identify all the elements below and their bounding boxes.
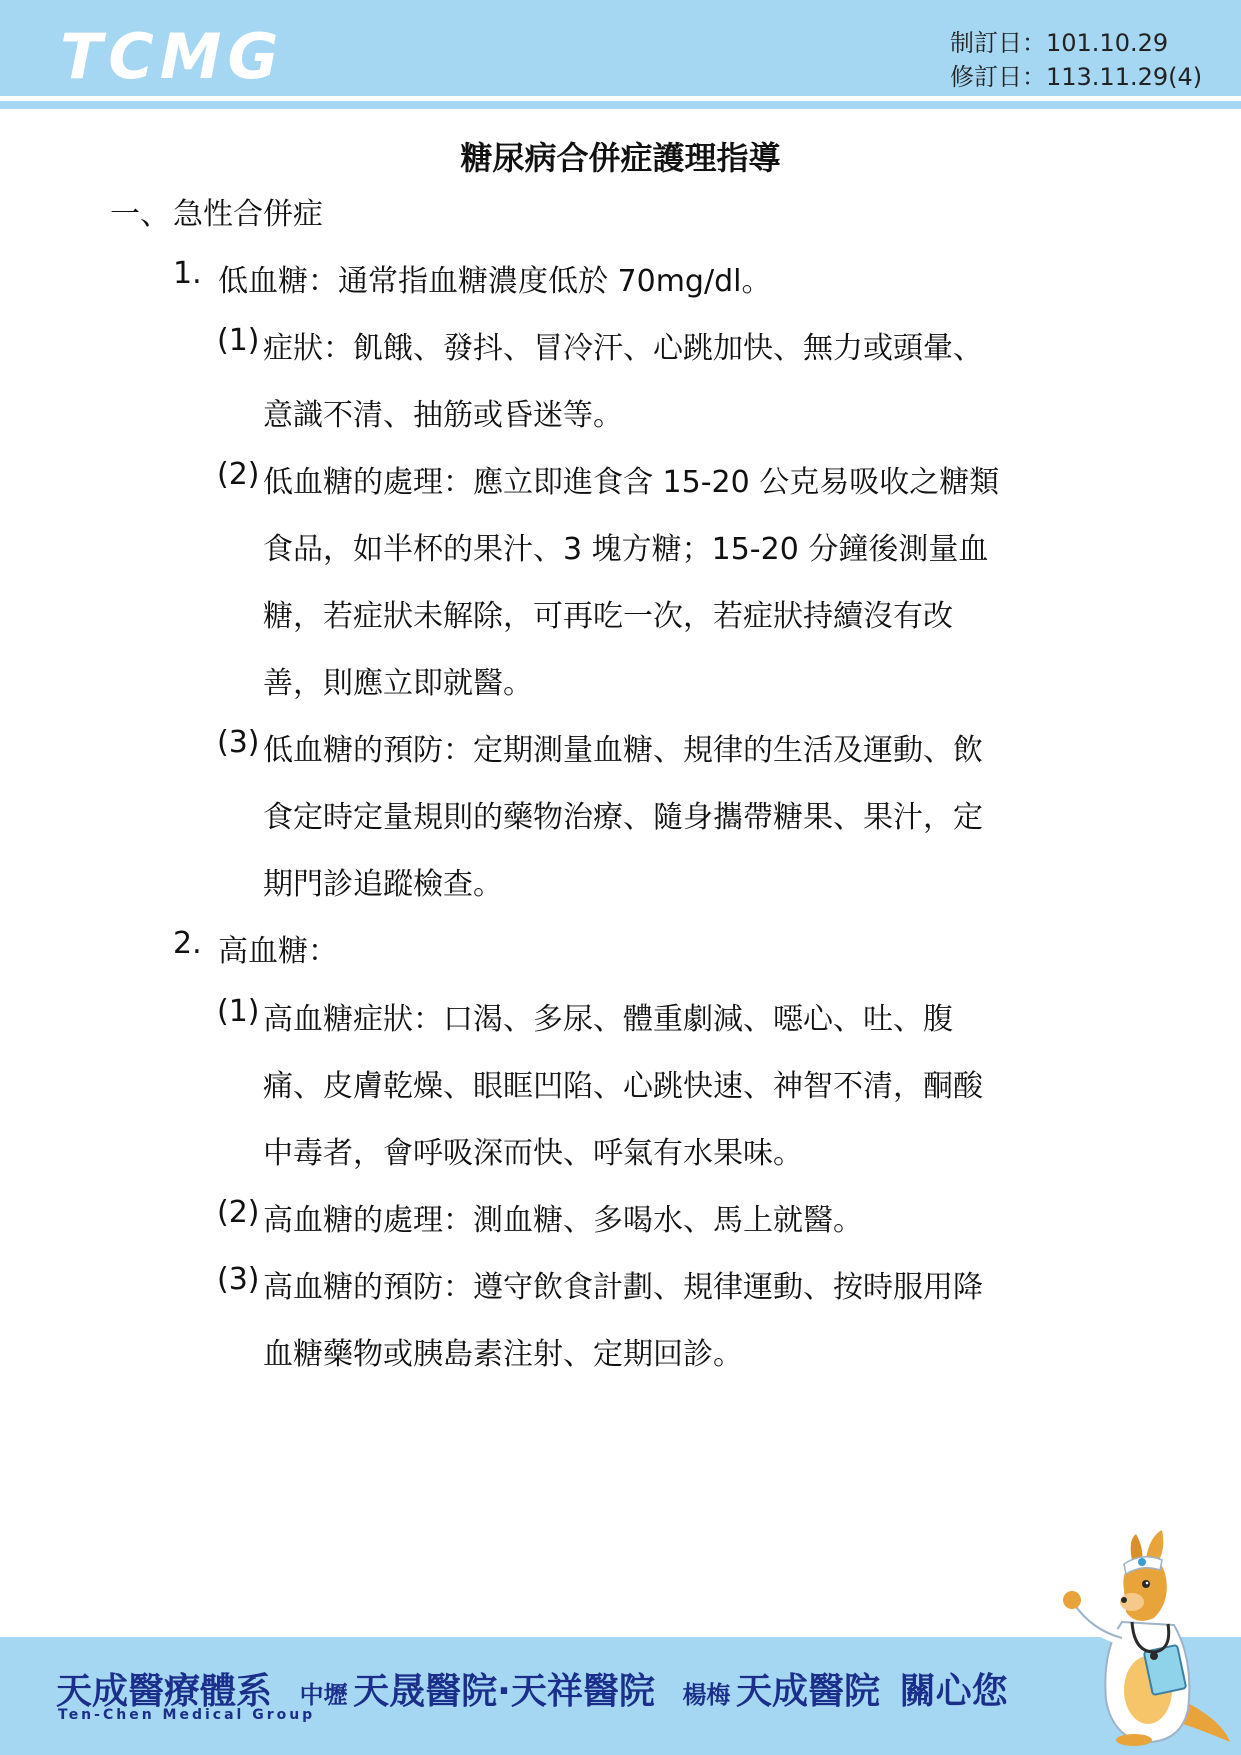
subitem-line: 食定時定量規則的藥物治療、隨身攜帶糖果、果汁，定 [263,800,983,835]
group-name-en: Ten-Chen Medical Group [58,1707,316,1723]
established-date: 制訂日：101.10.29 [950,29,1169,57]
subitem-marker: (2) [217,1195,260,1230]
subitem-marker: (2) [217,457,260,492]
subitem-marker: (1) [217,994,260,1029]
subitem-line: 中毒者，會呼吸深而快、呼氣有水果味。 [263,1136,803,1171]
subitem-line: 低血糖的預防：定期測量血糖、規律的生活及運動、飲 [263,733,983,768]
subitem-line: 痛、皮膚乾燥、眼眶凹陷、心跳快速、神智不清，酮酸 [263,1069,983,1104]
subitem-line: 食品，如半杯的果汁、3 塊方糖；15-20 分鐘後測量血 [263,532,989,567]
subitem-marker: (1) [217,323,260,358]
subitem-line: 善，則應立即就醫。 [263,666,533,701]
kangaroo-doctor-mascot-icon [1062,1530,1232,1748]
subitem-line: 高血糖的處理：測血糖、多喝水、馬上就醫。 [263,1203,863,1238]
group-name: 天成醫療體系 [56,1671,273,1712]
subitem-line: 高血糖症狀：口渴、多尿、體重劇減、噁心、吐、腹 [263,1002,953,1037]
revised-date: 修訂日：113.11.29(4) [950,63,1203,91]
item-heading: 低血糖：通常指血糖濃度低於 70mg/dl。 [218,264,772,299]
district-yangmei: 楊梅 [682,1681,731,1709]
tcmg-logo: TCMG [60,20,285,93]
subitem-line: 糖，若症狀未解除，可再吃一次，若症狀持續沒有改 [263,599,953,634]
item-heading: 高血糖： [218,934,338,969]
subitem-line: 高血糖的預防：遵守飲食計劃、規律運動、按時服用降 [263,1270,983,1305]
subitem-line: 血糖藥物或胰島素注射、定期回診。 [263,1337,743,1372]
section-marker: 一、 [110,197,170,232]
hospital-yangmei: 天成醫院 [736,1671,881,1712]
header-rule [0,101,1241,109]
district-zhongli: 中壢 [299,1681,348,1709]
subitem-marker: (3) [217,725,260,760]
subitem-line: 期門診追蹤檢查。 [263,867,503,902]
subitem-marker: (3) [217,1262,260,1297]
subitem-line: 意識不清、抽筋或昏迷等。 [263,398,623,433]
item-marker: 2. [173,926,202,961]
document-dates [950,26,1202,94]
section-heading: 急性合併症 [173,197,323,232]
document-title: 糖尿病合併症護理指導 [460,139,781,177]
item-marker: 1. [173,256,202,291]
hospitals-zhongli: 天晟醫院·天祥醫院 [353,1671,655,1712]
subitem-line: 低血糖的處理：應立即進食含 15-20 公克易吸收之糖類 [263,465,1000,500]
subitem-line: 症狀：飢餓、發抖、冒冷汗、心跳加快、無力或頭暈、 [263,331,983,366]
footer-slogan: 關心您 [899,1671,1008,1712]
